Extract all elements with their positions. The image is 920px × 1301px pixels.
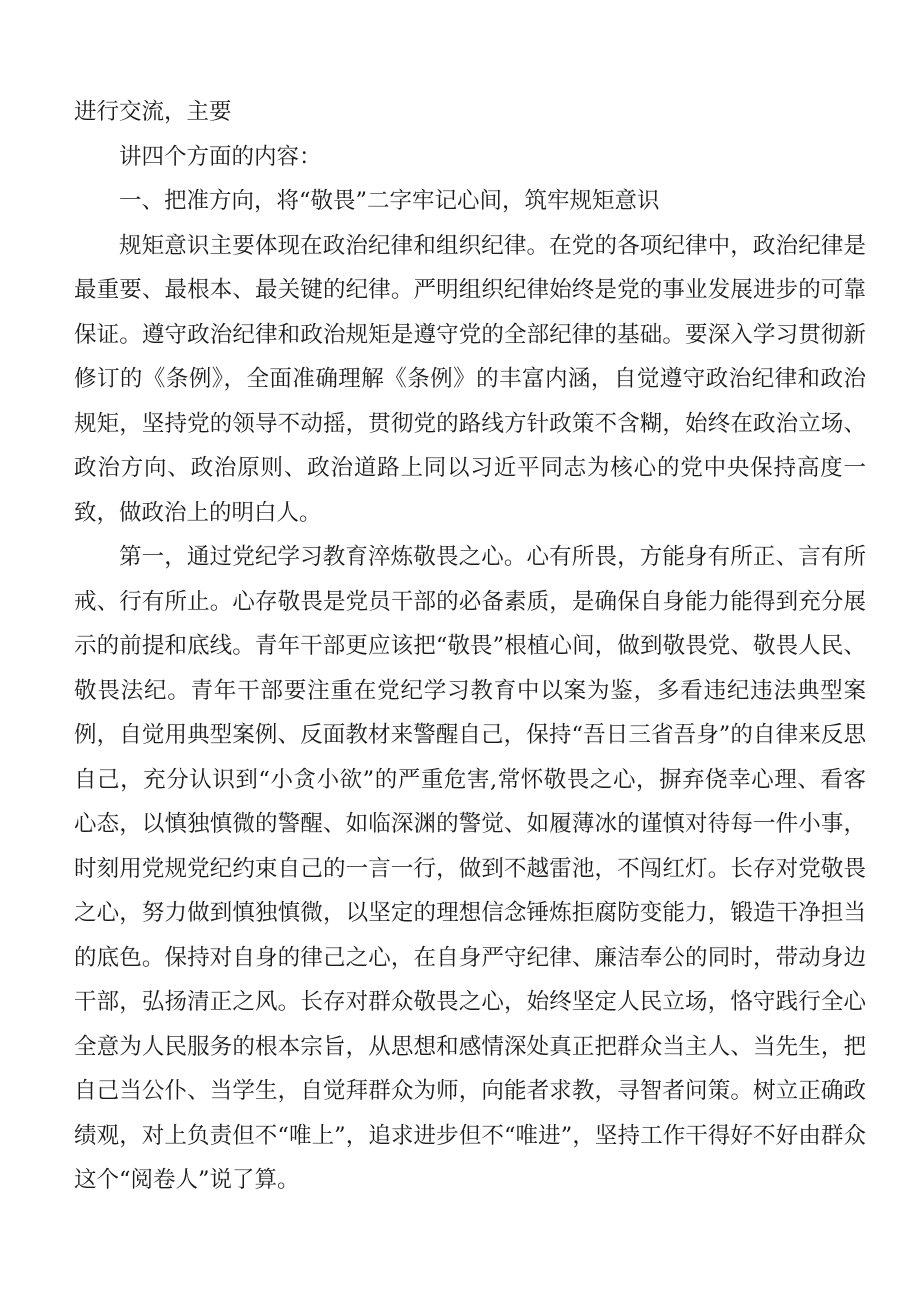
fragment-line-2: 讲四个方面的内容： [119,143,322,170]
paragraph-2: 第一，通过党纪学习教育淬炼敬畏之心。心有所畏，方能身有所正、言有所戒、行有所止。心存敬畏是党员干部的必备素质，是确保自身能力能得到充分展示的前提和底线。青年干部更应该把“敬畏”根植心间，做到敬畏党、敬畏人民、敬畏法纪。青年干部要注重在党纪学习教育中以案为鉴，多看违纪违法典型案例，自觉用典型案例、反面教材来警醒自己，保持“吾日三省吾身”的自律来反思自己，充分认识到“小贪小欲”的严重危害,常怀敬畏之心，摒弃侥幸心理、看客心态，以慎独慎微的警醒、如临深渊的警觉、如履薄冰的谨慎对待每一件小事，时刻用党规党纪约束自己的一言一行，做到不越雷池，不闯红灯。长存对党敬畏之心，努力做到慎独慎微，以坚定的理想信念锤炼拒腐防变能力，锻造干净担当的底色。保持对自身的律己之心，在自身严守纪律、廉洁奉公的同时，带动身边干部，弘扬清正之风。长存对群众敬畏之心，始终坚定人民立场，恪守践行全心全意为人民服务的根本宗旨，从思想和感情深处真正把群众当主人、当先生，把自己当公仆、当学生，自觉拜群众为师，向能者求教，寻智者问策。树立正确政绩观，对上负责但不“唯上”，追求进步但不“唯进”，坚持工作干得好不好由群众这个“阅卷人”说了算。 [74,544,866,1193]
section-heading-1: 一、把准方向，将“敬畏”二字牢记心间，筑牢规矩意识 [119,188,660,214]
paragraph-1: 规矩意识主要体现在政治纪律和组织纪律。在党的各项纪律中，政治纪律是最重要、最根本、最关键的纪律。严明组织纪律始终是党的事业发展进步的可靠保证。遵守政治纪律和政治规矩是遵守党的全部纪律的基础。要深入学习贯彻新修订的《条例》，全面准确理解《条例》的丰富内涵，自觉遵守政治纪律和政治规矩，坚持党的领导不动摇，贯彻党的路线方针政策不含糊，始终在政治立场、政治方向、政治原则、政治道路上同以习近平同志为核心的党中央保持高度一致，做政治上的明白人。 [74,232,866,526]
fragment-line-1: 进行交流，主要 [74,99,232,125]
